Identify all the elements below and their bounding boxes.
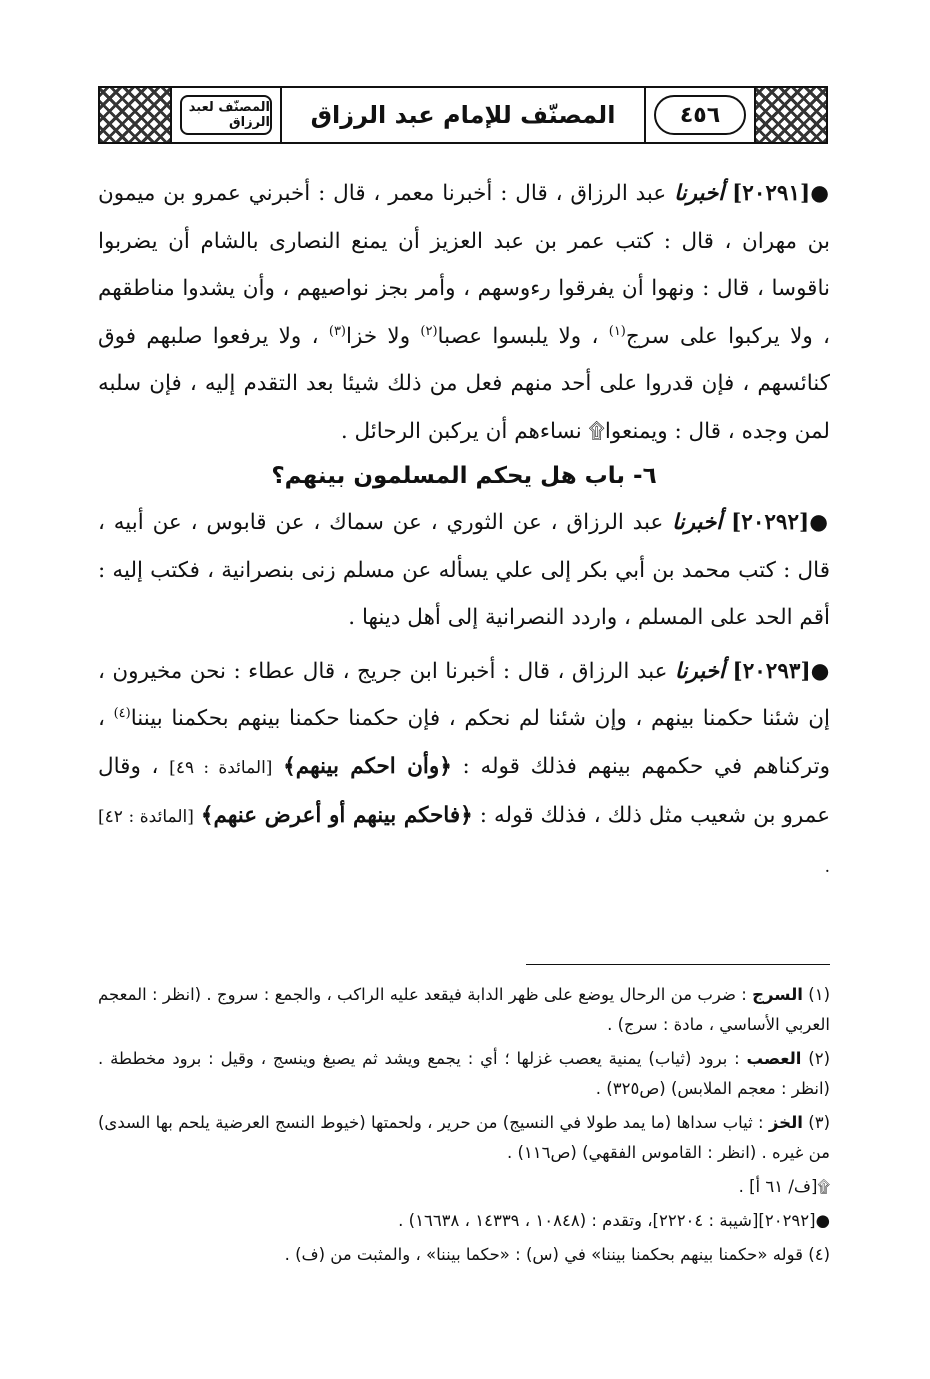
footnote-text: : ضرب من الرحال يوضع على ظهر الدابة فيقعد عليه الراكب ، والجمع : سروج . (انظر : المعجم العربي الأساسي ، مادة : سرج) .	[98, 985, 830, 1034]
quran-quote: ﴿وأن احكم بينهم﴾	[283, 753, 452, 779]
footnotes	[98, 980, 830, 1274]
folio-note: ۩[ف/ ٦١ أ] .	[738, 1177, 830, 1196]
footnote-text: قوله «حكمنا بينهم بحكمنا بيننا» في (س) : «حكما بيننا» ، والمثبت من (ف) .	[284, 1245, 803, 1264]
footnote-text: : برود (ثياب) يمنية يعصب غزلها ؛ أي : يجمع ويشد ثم يصبغ وينسج ، وقيل : برود مخططة . (انظر : معجم الملابس) (ص٣٢٥) .	[98, 1049, 830, 1098]
footnote-ref-2[interactable]: (٢)	[420, 323, 438, 339]
hadith-text: ، وقال عمرو بن شعيب مثل ذلك ، فذلك قوله :	[98, 753, 831, 828]
footnote-1	[98, 980, 830, 1040]
hadith-number: [٢٠٢٩١]	[732, 181, 811, 206]
hadith-20292	[98, 499, 830, 642]
header-title: المصنّف للإمام عبد الرزاق	[280, 88, 646, 142]
main-text	[98, 170, 830, 897]
footnote-number: (٣)	[808, 1113, 830, 1132]
footnote-text: : ثياب سداها (ما يمد طولا في النسيج) من حرير ، ولحمتها (خيوط النسج العرضية يلحم بها السدى) من غيره . (انظر : القاموس الفقهي) (ص١١٦) .	[98, 1113, 830, 1162]
footnote-number: (١)	[808, 985, 831, 1004]
hadith-20293	[98, 648, 830, 892]
hadith-20291	[98, 170, 830, 455]
hadith-text: نساءهم أن يركبن الرحائل .	[340, 418, 582, 444]
footnote-separator	[526, 964, 830, 965]
chapter-heading: ٦- باب هل يحكم المسلمون بينهم؟	[271, 463, 657, 489]
quran-reference: [المائدة : ٤٩]	[169, 757, 273, 778]
footnote-3	[98, 1108, 830, 1168]
quran-reference: [المائدة : ٤٢] .	[98, 807, 830, 877]
page-number-box	[646, 88, 756, 142]
ornament-right	[756, 88, 826, 142]
hadith-bullet: ●	[809, 510, 830, 535]
cross-reference-bullet: ●	[815, 1211, 830, 1230]
hadith-text: ، ولا يلبسوا عصبا	[437, 323, 599, 349]
ornament-left	[100, 88, 170, 142]
hadith-number: [٢٠٢٩٣]	[732, 658, 811, 684]
hadith-bullet: ●	[810, 658, 831, 684]
hadith-number: [٢٠٢٩٢]	[731, 510, 810, 535]
hadith-text: ، وتركناهم في حكمهم بينهم فذلك قوله :	[98, 706, 830, 779]
footnote-ref-1[interactable]: (١)	[608, 323, 626, 339]
hadith-bullet: ●	[810, 181, 830, 206]
hadith-text: ولا خزا	[346, 323, 411, 349]
footnote-number: (٤)	[808, 1245, 830, 1264]
page-number: ٤٥٦	[654, 95, 746, 135]
footnote-term: السرج	[752, 985, 803, 1004]
cross-reference-text: [٢٠٢٩٢][شيبة : ٢٢٢٠٤]، وتقدم : (١٠٨٤٨ ، ١٤٣٣٩ ، ١٦٦٣٨) .	[398, 1211, 816, 1230]
footnote-term: العصب	[746, 1049, 802, 1068]
footnote-ref-3[interactable]: (٣)	[328, 323, 346, 339]
hadith-lead: أخبرنا	[672, 510, 723, 535]
footnote-term: الخز	[768, 1113, 803, 1132]
book-plaque	[170, 88, 280, 142]
hadith-text: عبد الرزاق ، عن الثوري ، عن سماك ، عن قابوس ، عن أبيه ، قال : كتب محمد بن أبي بكر إلى علي يسأله عن مسلم زنى بنصرانية ، فكتب إليه : أقم الحد على المسلم ، واردد النصرانية إلى أهل دينها .	[98, 510, 830, 630]
hadith-text: عبد الرزاق ، قال : أخبرنا ابن جريج ، قال عطاء : نحن مخيرون ، إن شئنا حكمنا بينهم ، وإن شئنا لم نحكم ، فإن حكمنا حكمنا بينهم بحكمنا بيننا	[98, 658, 831, 731]
folio-marker: ۩	[588, 418, 605, 444]
cross-reference	[98, 1206, 830, 1236]
footnote-number: (٢)	[808, 1049, 831, 1068]
hadith-text: ، ولا يرفعوا صلبهم فوق كنائسهم ، فإن قدروا على أحد منهم فعل من ذلك شيئا بعد التقدم إليه ، فإن سلبه لمن وجده ، قال : ويمنعوا	[98, 323, 830, 444]
footnote-2	[98, 1044, 830, 1104]
plaque-label: المصنّف لعبد الرزاق	[180, 95, 272, 135]
hadith-lead: أخبرنا	[674, 658, 726, 684]
footnote-ref-4[interactable]: (٤)	[113, 705, 131, 721]
quran-quote: ﴿فاحكم بينهم أو أعرض عنهم﴾	[200, 803, 473, 828]
hadith-text: عبد الرزاق ، قال : أخبرنا معمر ، قال : أخبرني عمرو بن ميمون بن مهران ، قال : كتب عمر بن عبد العزيز أن يمنع النصارى بالشام أن يضربوا ناقوسا ، قال : ونهوا أن يفرقوا رءوسهم ، وأمر بجز نواصيهم ، وأن يشدوا مناطقهم ، ولا يركبوا على سرج	[98, 181, 830, 349]
hadith-lead: أخبرنا	[674, 181, 725, 206]
footnote-4	[98, 1240, 830, 1270]
running-header	[98, 86, 828, 144]
